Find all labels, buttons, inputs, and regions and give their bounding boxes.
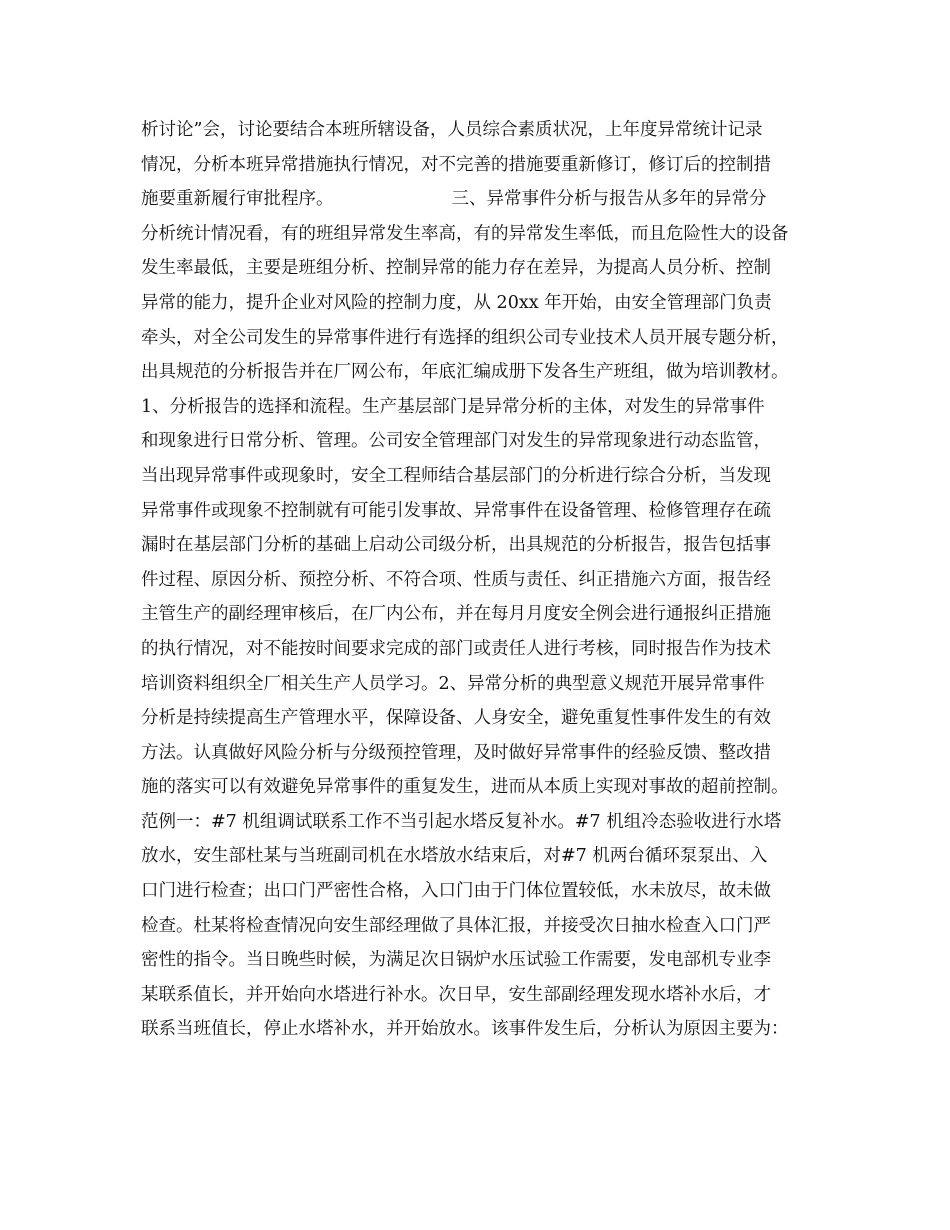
text-line xyxy=(141,182,831,217)
text-line: 出具规范的分析报告并在厂网公布，年底汇编成册下发各生产班组，做为培训教材。 xyxy=(141,362,789,383)
text-line: 放水，安生部杜某与当班副司机在水塔放水结束后，对#7 机两台循环泵泵出、入 xyxy=(141,846,768,867)
text-line: 联系当班值长，停止水塔补水，并开始放水。该事件发生后，分析认为原因主要为： xyxy=(141,1019,789,1040)
text-line: 方法。认真做好风险分析与分级预控管理，及时做好异常事件的经验反馈、整改措 xyxy=(141,742,771,763)
text-line: 和现象进行日常分析、管理。公司安全管理部门对发生的异常现象进行动态监管， xyxy=(141,431,771,452)
text-line: 范例一：#7 机组调试联系工作不当引起水塔反复补水。#7 机组冷态验收进行水塔 xyxy=(141,811,782,832)
text-line: 分析统计情况看，有的班组异常发生率高，有的异常发生率低，而且危险性大的设备 xyxy=(141,223,789,244)
text-line: 发生率最低，主要是班组分析、控制异常的能力存在差异，为提高人员分析、控制 xyxy=(141,258,771,279)
text-line: 培训资料组织全厂相关生产人员学习。2、异常分析的典型意义规范开展异常事件 xyxy=(141,673,765,694)
text-line: 情况，分析本班异常措施执行情况，对不完善的措施要重新修订，修订后的控制措 xyxy=(141,154,771,175)
text-line: 析讨论”会，讨论要结合本班所辖设备，人员综合素质状况，上年度异常统计记录 xyxy=(141,120,763,140)
text-line-segment: 施要重新履行审批程序。 xyxy=(141,189,334,210)
document-body xyxy=(141,113,831,1047)
text-line: 密性的指令。当日晚些时候，为满足次日锅炉水压试验工作需要，发电部机专业李 xyxy=(141,950,771,971)
text-line: 1、分析报告的选择和流程。生产基层部门是异常分析的主体，对发生的异常事件 xyxy=(141,396,765,417)
text-line: 的执行情况，对不能按时间要求完成的部门或责任人进行考核，同时报告作为技术 xyxy=(141,638,771,659)
section-heading-start: 三、异常事件分析与报告从多年的异常分 xyxy=(451,189,767,210)
text-line: 件过程、原因分析、预控分析、不符合项、性质与责任、纠正措施六方面，报告经 xyxy=(141,569,771,590)
text-line: 漏时在基层部门分析的基础上启动公司级分析，出具规范的分析报告，报告包括事 xyxy=(141,535,771,556)
text-line: 异常的能力，提升企业对风险的控制力度，从 20xx 年开始，由安全管理部门负责 xyxy=(141,292,772,313)
text-line: 检查。杜某将检查情况向安生部经理做了具体汇报，并接受次日抽水检查入口门严 xyxy=(141,915,771,936)
text-line: 某联系值长，并开始向水塔进行补水。次日早，安生部副经理发现水塔补水后，才 xyxy=(141,984,771,1005)
text-line: 当出现异常事件或现象时，安全工程师结合基层部门的分析进行综合分析，当发现 xyxy=(141,465,771,486)
text-line: 牵头，对全公司发生的异常事件进行有选择的组织公司专业技术人员开展专题分析， xyxy=(141,327,789,348)
text-line: 分析是持续提高生产管理水平，保障设备、人身安全，避免重复性事件发生的有效 xyxy=(141,708,771,729)
text-line: 主管生产的副经理审核后，在厂内公布，并在每月月度安全例会进行通报纠正措施 xyxy=(141,604,771,625)
text-line: 口门进行检查；出口门严密性合格，入口门由于门体位置较低，水未放尽，故未做 xyxy=(141,881,771,902)
text-line: 施的落实可以有效避免异常事件的重复发生，进而从本质上实现对事故的超前控制。 xyxy=(141,777,789,798)
text-line: 异常事件或现象不控制就有可能引发事故、异常事件在设备管理、检修管理存在疏 xyxy=(141,500,771,521)
